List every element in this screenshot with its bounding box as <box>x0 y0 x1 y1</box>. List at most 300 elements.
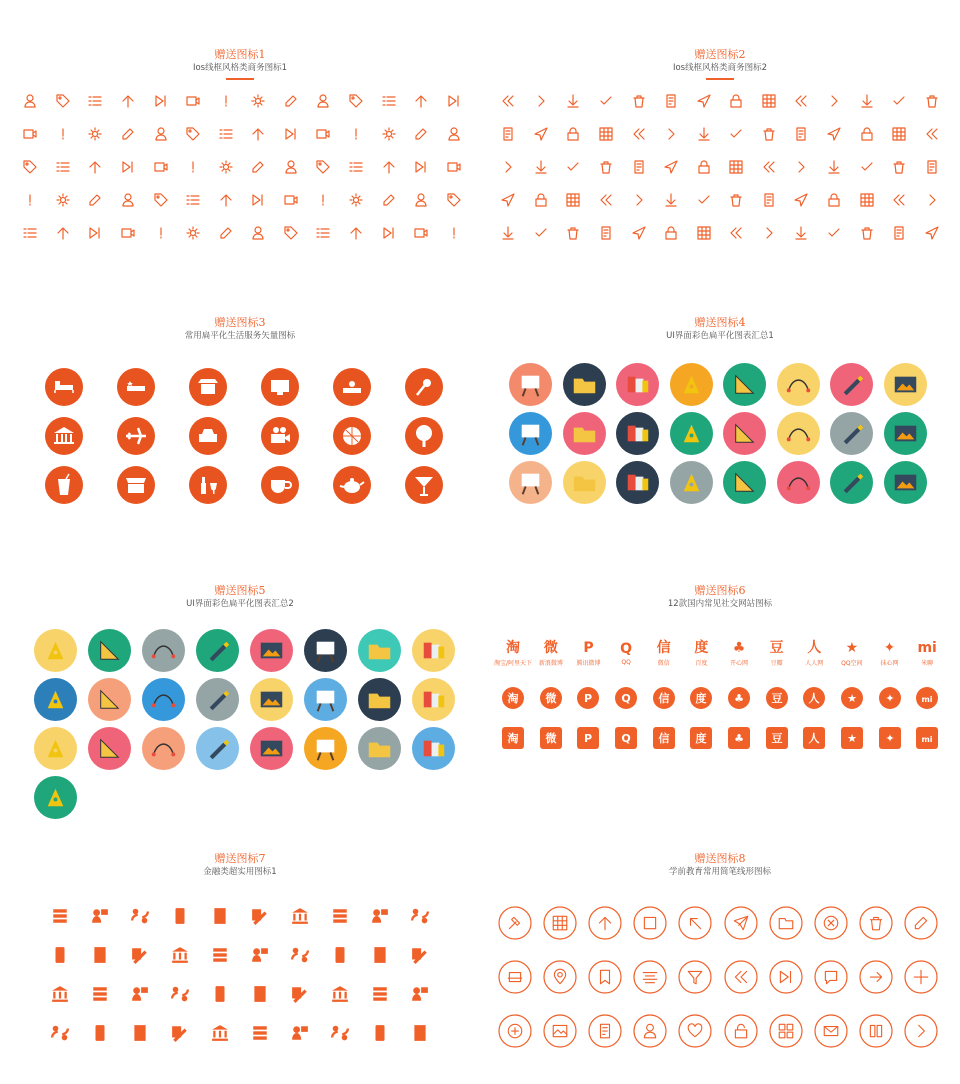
douban-label: 豆瓣 <box>770 659 783 667</box>
baidu-glyph: 度 <box>695 692 707 705</box>
preschool-icon-12 <box>537 950 582 1004</box>
taobao-label: 淘宝/阿里天下 <box>494 659 533 667</box>
line-icon-1-11 <box>340 84 373 117</box>
line-icon-2-68 <box>850 216 883 249</box>
line-icon-1-69 <box>405 216 438 249</box>
line-icon-2-8 <box>720 84 753 117</box>
section-title: 赠送图标8 <box>694 852 746 865</box>
taobao-icon-circle <box>494 678 532 718</box>
finance-icon-31 <box>40 1013 80 1052</box>
paint-palette-icon <box>611 409 665 458</box>
teapot-icon <box>316 460 388 509</box>
line-icon-2-17 <box>557 117 590 150</box>
preschool-icon-15 <box>673 950 718 1004</box>
qzone-glyph: ★ <box>846 692 857 705</box>
section-subtitle: 金融类超实用图标1 <box>203 867 277 877</box>
spray-can-icon <box>244 675 298 724</box>
line-icon-2-54 <box>850 183 883 216</box>
line-icon-1-48 <box>177 183 210 216</box>
preschool-icon-4 <box>628 896 673 950</box>
douban-icon-square <box>758 718 796 758</box>
tencent-weibo-glyph: P <box>584 732 593 745</box>
line-icon-1-18 <box>112 117 145 150</box>
social-grid <box>494 628 946 758</box>
protractor-icon <box>136 724 190 773</box>
preschool-icon-9 <box>854 896 899 950</box>
finance-icon-19 <box>360 935 400 974</box>
section-life-services <box>0 300 480 520</box>
line-icon-1-46 <box>112 183 145 216</box>
finance-icon-8 <box>320 896 360 935</box>
miliao-glyph: mi <box>921 735 933 744</box>
preschool-icon-30 <box>899 1004 944 1058</box>
wechat-icon-plain <box>645 628 683 678</box>
section-ios-icons-1 <box>0 0 480 270</box>
baidu-icon-plain <box>683 628 721 678</box>
preschool-icon-5 <box>673 896 718 950</box>
renren-icon-plain <box>795 628 833 678</box>
finance-icon-6 <box>240 896 280 935</box>
taobao-glyph: 淘 <box>507 732 519 745</box>
finance-icon-17 <box>280 935 320 974</box>
line-icon-1-52 <box>307 183 340 216</box>
preschool-icon-27 <box>763 1004 808 1058</box>
line-icon-2-40 <box>850 150 883 183</box>
qzone-label: QQ空间 <box>841 659 863 667</box>
sina-weibo-label: 新浪微博 <box>538 659 563 667</box>
paint-bucket-icon <box>825 458 879 507</box>
film-camera-icon <box>244 411 316 460</box>
section-preschool-icons <box>480 840 960 1070</box>
preschool-icon-14 <box>628 950 673 1004</box>
line-icon-2-69 <box>883 216 916 249</box>
douban-glyph: 豆 <box>771 732 783 745</box>
preschool-icon-16 <box>718 950 763 1004</box>
section-title: 赠送图标7 <box>214 852 266 865</box>
line-icon-2-32 <box>590 150 623 183</box>
tencent-weibo-icon-plain <box>570 628 608 678</box>
qzone-icon-square <box>833 718 871 758</box>
section-subtitle: 常用扁平化生活服务矢量图标 <box>184 331 296 341</box>
finance-icon-1 <box>40 896 80 935</box>
renren-glyph: 人 <box>807 639 822 656</box>
easel-icon <box>504 360 558 409</box>
qzone-glyph: ★ <box>846 732 857 745</box>
finance-icon-25 <box>200 974 240 1013</box>
line-icon-1-5 <box>144 84 177 117</box>
finance-icon-22 <box>80 974 120 1013</box>
section-header <box>0 852 480 878</box>
icon-grid <box>28 626 460 822</box>
kaixin-glyph: ♣ <box>734 692 744 705</box>
line-icon-1-61 <box>144 216 177 249</box>
line-icon-1-36 <box>242 150 275 183</box>
section-subtitle: Ios线框风格类商务图标1 <box>192 63 288 73</box>
line-icon-1-70 <box>437 216 470 249</box>
preschool-icon-2 <box>537 896 582 950</box>
qzone-icon-circle <box>833 678 871 718</box>
theater-masks-icon <box>28 773 82 822</box>
finance-icon-12 <box>80 935 120 974</box>
douban-icon-circle <box>758 678 796 718</box>
finance-icon-26 <box>240 974 280 1013</box>
preschool-icon-20 <box>899 950 944 1004</box>
preschool-icon-13 <box>582 950 627 1004</box>
section-header <box>0 48 480 80</box>
finance-icon-15 <box>200 935 240 974</box>
miliao-icon-circle <box>908 678 946 718</box>
line-icon-2-13 <box>883 84 916 117</box>
line-icon-2-37 <box>753 150 786 183</box>
user-portrait-icon <box>298 675 352 724</box>
section-subtitle: 学前教育常用简笔线形图标 <box>668 867 771 877</box>
spa-icon <box>316 362 388 411</box>
baidu-label: 百度 <box>695 659 708 667</box>
section-header <box>480 852 960 878</box>
line-icon-1-28 <box>437 117 470 150</box>
baidu-glyph: 度 <box>695 732 707 745</box>
line-icon-1-34 <box>177 150 210 183</box>
wechat-icon-circle <box>645 678 683 718</box>
sina-weibo-glyph: 微 <box>543 639 558 656</box>
miliao-label: 米聊 <box>921 659 934 667</box>
line-icon-1-17 <box>79 117 112 150</box>
crayons-icon <box>352 675 406 724</box>
art-board-icon <box>298 626 352 675</box>
finance-icon-13 <box>120 935 160 974</box>
kaixin-icon-square <box>720 718 758 758</box>
line-icon-1-68 <box>372 216 405 249</box>
line-icon-1-53 <box>340 183 373 216</box>
section-header <box>480 48 960 80</box>
sina-weibo-glyph: 微 <box>545 692 557 705</box>
sina-weibo-glyph: 微 <box>545 732 557 745</box>
line-icon-2-2 <box>525 84 558 117</box>
line-icon-1-63 <box>209 216 242 249</box>
preschool-icon-7 <box>763 896 808 950</box>
finance-icon-4 <box>160 896 200 935</box>
finance-icon-20 <box>400 935 440 974</box>
line-icon-2-59 <box>557 216 590 249</box>
line-icon-1-20 <box>177 117 210 150</box>
aperture-icon <box>136 675 190 724</box>
wechat-glyph: 信 <box>658 692 670 705</box>
finance-icon-36 <box>240 1013 280 1052</box>
section-header <box>0 316 480 342</box>
finance-icon-5 <box>200 896 240 935</box>
line-icon-1-45 <box>79 183 112 216</box>
finance-icon-10 <box>400 896 440 935</box>
folder-icon <box>558 360 612 409</box>
sina-weibo-icon-plain <box>532 628 570 678</box>
preschool-icon-18 <box>808 950 853 1004</box>
line-icon-1-50 <box>242 183 275 216</box>
taobao-icon-square <box>494 718 532 758</box>
line-icon-1-33 <box>144 150 177 183</box>
moxin-glyph: ✦ <box>883 639 896 656</box>
shop-icon <box>100 460 172 509</box>
icon-grid <box>504 360 932 507</box>
line-icon-2-1 <box>492 84 525 117</box>
line-icon-2-27 <box>883 117 916 150</box>
line-icon-2-34 <box>655 150 688 183</box>
preschool-icon-23 <box>582 1004 627 1058</box>
car-rental-icon <box>172 411 244 460</box>
line-icon-1-16 <box>47 117 80 150</box>
kaixin-glyph: ♣ <box>732 639 746 656</box>
finance-icon-3 <box>120 896 160 935</box>
qzone-glyph: ★ <box>845 639 859 656</box>
line-icon-1-26 <box>372 117 405 150</box>
paint-tube-icon <box>504 458 558 507</box>
line-icon-1-32 <box>112 150 145 183</box>
line-icon-2-10 <box>785 84 818 117</box>
line-icon-1-38 <box>307 150 340 183</box>
airplane-icon <box>100 411 172 460</box>
sharpener-icon <box>28 626 82 675</box>
line-icon-1-57 <box>14 216 47 249</box>
line-icon-2-42 <box>915 150 948 183</box>
line-icon-2-45 <box>557 183 590 216</box>
line-icon-2-38 <box>785 150 818 183</box>
renren-label: 人人网 <box>805 659 824 667</box>
finance-icon-39 <box>360 1013 400 1052</box>
line-icon-1-35 <box>209 150 242 183</box>
preschool-icon-1 <box>492 896 537 950</box>
finance-icon-40 <box>400 1013 440 1052</box>
line-icon-1-15 <box>14 117 47 150</box>
icon-grid <box>492 896 944 1058</box>
line-icon-1-9 <box>275 84 308 117</box>
bank-icon <box>28 411 100 460</box>
paint-brush-icon <box>190 626 244 675</box>
finance-icon-35 <box>200 1013 240 1052</box>
bezier-icon <box>772 360 826 409</box>
section-header <box>480 316 960 342</box>
preschool-icon-29 <box>854 1004 899 1058</box>
kaixin-glyph: ♣ <box>734 732 744 745</box>
moxin-icon-plain <box>871 628 909 678</box>
brush-icon <box>825 409 879 458</box>
brushes-cup-icon <box>82 675 136 724</box>
finance-icon-18 <box>320 935 360 974</box>
line-icon-2-7 <box>687 84 720 117</box>
tencent-weibo-icon-circle <box>570 678 608 718</box>
miliao-icon-plain <box>908 628 946 678</box>
line-icon-2-52 <box>785 183 818 216</box>
finance-icon-21 <box>40 974 80 1013</box>
finance-icon-11 <box>40 935 80 974</box>
eraser-icon <box>772 409 826 458</box>
wechat-icon-square <box>645 718 683 758</box>
sina-weibo-icon-circle <box>532 678 570 718</box>
line-icon-1-62 <box>177 216 210 249</box>
preschool-icon-21 <box>492 1004 537 1058</box>
line-icon-1-24 <box>307 117 340 150</box>
line-icon-2-53 <box>818 183 851 216</box>
line-icon-2-46 <box>590 183 623 216</box>
line-icon-2-9 <box>753 84 786 117</box>
line-icon-1-6 <box>177 84 210 117</box>
line-icon-1-27 <box>405 117 438 150</box>
colored-pencils-icon <box>28 724 82 773</box>
line-icon-2-60 <box>590 216 623 249</box>
section-subtitle: UI界面彩色扁平化图表汇总2 <box>186 599 294 609</box>
line-icon-2-25 <box>818 117 851 150</box>
line-icon-2-43 <box>492 183 525 216</box>
line-icon-2-12 <box>850 84 883 117</box>
line-icon-1-29 <box>14 150 47 183</box>
line-icon-1-44 <box>47 183 80 216</box>
line-icon-2-23 <box>753 117 786 150</box>
qq-glyph: Q <box>620 640 633 657</box>
tencent-weibo-label: 腾讯微博 <box>576 659 601 667</box>
line-icon-2-70 <box>915 216 948 249</box>
line-icon-1-49 <box>209 183 242 216</box>
renren-glyph: 人 <box>808 692 820 705</box>
line-icon-1-13 <box>405 84 438 117</box>
compass-icon <box>718 409 772 458</box>
preschool-icon-24 <box>628 1004 673 1058</box>
miliao-glyph: mi <box>921 695 933 704</box>
line-icon-1-22 <box>242 117 275 150</box>
line-icon-2-66 <box>785 216 818 249</box>
line-icon-2-58 <box>525 216 558 249</box>
preschool-icon-6 <box>718 896 763 950</box>
line-icon-2-55 <box>883 183 916 216</box>
section-header <box>480 584 960 610</box>
finance-icon-27 <box>280 974 320 1013</box>
moxin-icon-square <box>871 718 909 758</box>
sina-weibo-icon-square <box>532 718 570 758</box>
line-icon-2-48 <box>655 183 688 216</box>
qq-icon-plain <box>607 628 645 678</box>
line-icon-2-65 <box>753 216 786 249</box>
baidu-glyph: 度 <box>694 639 709 656</box>
drawing-tablet-icon <box>718 458 772 507</box>
line-icon-1-3 <box>79 84 112 117</box>
finance-icon-14 <box>160 935 200 974</box>
finance-icon-9 <box>360 896 400 935</box>
tencent-weibo-glyph: P <box>584 692 593 705</box>
line-icon-1-58 <box>47 216 80 249</box>
line-icon-2-61 <box>622 216 655 249</box>
preschool-icon-26 <box>718 1004 763 1058</box>
kaixin-icon-circle <box>720 678 758 718</box>
triangle-ruler-icon <box>718 360 772 409</box>
section-title: 赠送图标1 <box>214 48 266 61</box>
preschool-icon-11 <box>492 950 537 1004</box>
line-icon-1-1 <box>14 84 47 117</box>
pencil-icon <box>825 360 879 409</box>
line-icon-1-21 <box>209 117 242 150</box>
line-icon-2-19 <box>622 117 655 150</box>
line-icon-1-47 <box>144 183 177 216</box>
photos-icon <box>352 626 406 675</box>
line-icon-1-40 <box>372 150 405 183</box>
preschool-icon-19 <box>854 950 899 1004</box>
line-icon-1-7 <box>209 84 242 117</box>
wine-icon <box>172 460 244 509</box>
line-icon-1-23 <box>275 117 308 150</box>
line-icon-1-30 <box>47 150 80 183</box>
watercolor-icon <box>82 626 136 675</box>
line-icon-1-39 <box>340 150 373 183</box>
pen-nib-icon <box>665 360 719 409</box>
section-flat-ui-1 <box>480 300 960 520</box>
line-icon-2-30 <box>525 150 558 183</box>
preschool-icon-22 <box>537 1004 582 1058</box>
qq-icon-square <box>607 718 645 758</box>
finance-icon-24 <box>160 974 200 1013</box>
line-icon-1-64 <box>242 216 275 249</box>
preschool-icon-25 <box>673 1004 718 1058</box>
bed-icon <box>28 362 100 411</box>
finance-icon-32 <box>80 1013 120 1052</box>
temple-icon <box>172 362 244 411</box>
line-icon-2-16 <box>525 117 558 150</box>
canvas-icon <box>879 458 933 507</box>
taobao-glyph: 淘 <box>506 639 521 656</box>
line-icon-2-11 <box>818 84 851 117</box>
section-flat-ui-2 <box>0 570 480 780</box>
line-icon-2-28 <box>915 117 948 150</box>
icon-grid <box>40 896 440 1052</box>
line-icon-2-51 <box>753 183 786 216</box>
line-icon-2-24 <box>785 117 818 150</box>
moxin-glyph: ✦ <box>884 732 895 745</box>
moxin-label: 抹心网 <box>880 659 899 667</box>
finance-icon-23 <box>120 974 160 1013</box>
line-icon-1-56 <box>437 183 470 216</box>
tablet-icon <box>665 409 719 458</box>
vector-icon <box>244 626 298 675</box>
document-icon <box>504 409 558 458</box>
line-icon-2-50 <box>720 183 753 216</box>
coffee-icon <box>244 460 316 509</box>
douban-icon-plain <box>758 628 796 678</box>
hotel-icon <box>100 362 172 411</box>
line-icon-1-55 <box>405 183 438 216</box>
cocktail-icon <box>388 460 460 509</box>
taobao-icon-plain <box>494 628 532 678</box>
douban-glyph: 豆 <box>769 639 784 656</box>
finance-icon-34 <box>160 1013 200 1052</box>
line-icon-2-4 <box>590 84 623 117</box>
line-icon-2-67 <box>818 216 851 249</box>
color-palette-icon <box>611 360 665 409</box>
kaixin-label: 开心网 <box>730 659 749 667</box>
line-icon-1-8 <box>242 84 275 117</box>
finance-icon-38 <box>320 1013 360 1052</box>
line-icon-1-43 <box>14 183 47 216</box>
monitor-icon <box>244 362 316 411</box>
line-icon-1-54 <box>372 183 405 216</box>
preschool-icon-28 <box>808 1004 853 1058</box>
finance-icon-2 <box>80 896 120 935</box>
line-icon-2-6 <box>655 84 688 117</box>
drawing-compass-icon <box>82 724 136 773</box>
line-icon-1-65 <box>275 216 308 249</box>
line-icon-2-3 <box>557 84 590 117</box>
paint-can-icon <box>406 626 460 675</box>
paint-roller-icon <box>558 458 612 507</box>
line-icon-2-63 <box>687 216 720 249</box>
line-icon-2-22 <box>720 117 753 150</box>
line-icon-1-37 <box>275 150 308 183</box>
line-icon-2-39 <box>818 150 851 183</box>
tencent-weibo-glyph: P <box>583 639 594 656</box>
